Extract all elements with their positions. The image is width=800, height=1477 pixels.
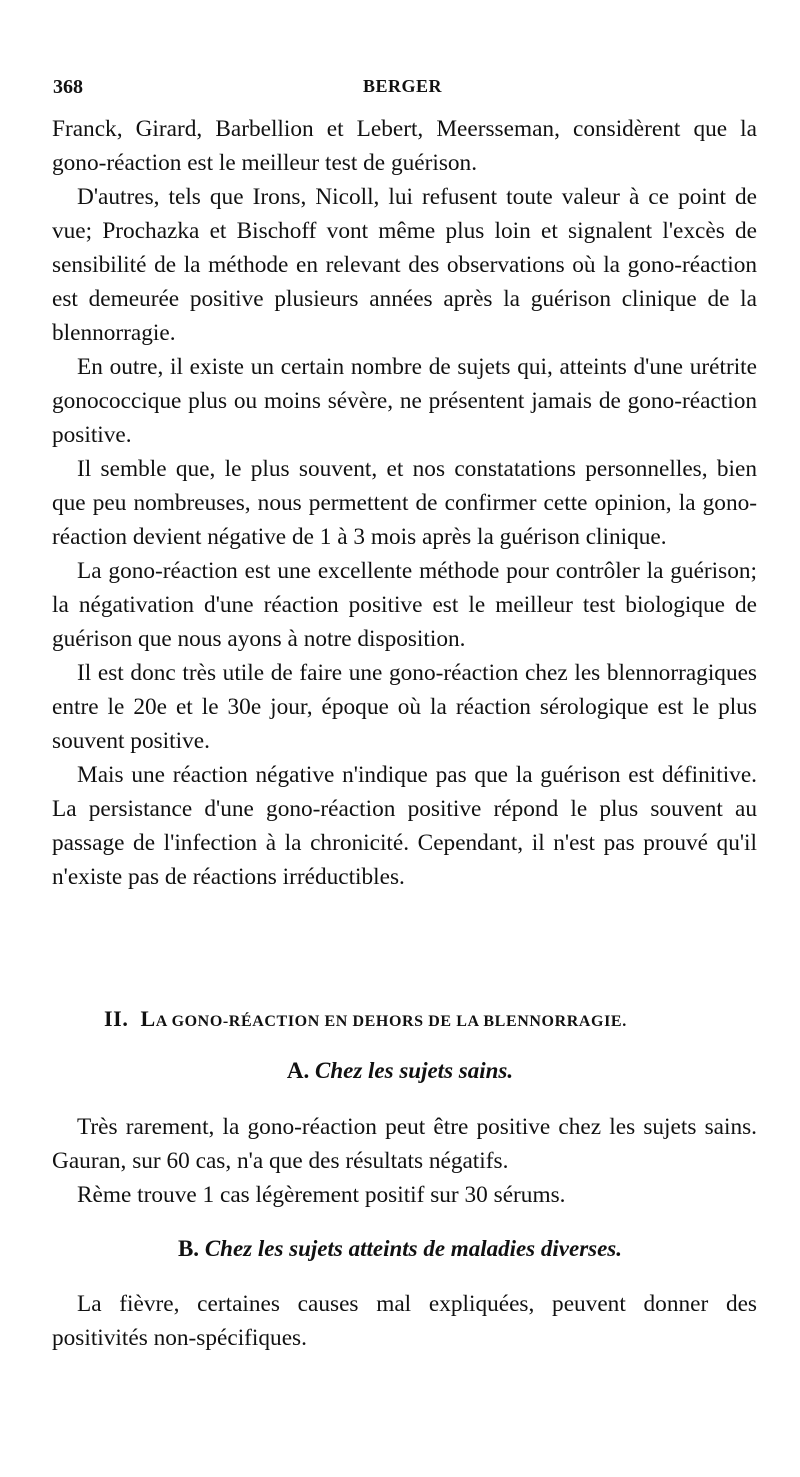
paragraph: En outre, il existe un certain nombre de sujets qui, atteints d'une urétrite gonococcique plus ou moins sévère, ne présentent jamais de gono-réaction positive. <box>52 354 757 448</box>
section-heading <box>104 1006 627 1032</box>
subsection-a-title: Chez les sujets sains. <box>315 1058 514 1083</box>
paragraph: La gono-réaction est une excellente méthode pour contrôler la guérison; la négativation d'une réaction positive est le meilleur test biologique de guérison que nous ayons à notre disposition. <box>52 558 757 652</box>
body-text <box>52 112 757 894</box>
subsection-heading-b <box>0 1236 800 1262</box>
paragraph: Il semble que, le plus souvent, et nos constatations personnelles, bien que peu nombreuses, nous permettent de confirmer cette opinion, la gono-réaction devient négative de 1 à 3 mois après la guérison clinique. <box>52 456 757 550</box>
paragraph: Très rarement, la gono-réaction peut être positive chez les sujets sains. Gauran, sur 60 cas, n'a que des résultats négatifs. <box>52 1114 757 1174</box>
paragraph: Mais une réaction négative n'indique pas que la guérison est définitive. La persistance d'une gono-réaction positive répond le plus souvent au passage de l'infection à la chronicité. Cependant, il n'est pas prouvé qu'il n'existe pas de réactions irréductibles. <box>52 762 757 890</box>
running-head <box>53 76 752 100</box>
running-title: BERGER <box>362 76 443 96</box>
page-number: 368 <box>53 76 83 98</box>
section-initial: L <box>140 1006 156 1031</box>
subsection-b-title: Chez les sujets atteints de maladies diverses. <box>204 1236 623 1261</box>
subsection-b-label: B. <box>177 1236 200 1261</box>
subsection-b-body <box>52 1287 757 1355</box>
subsection-a-body <box>52 1110 757 1212</box>
subsection-a-label: A. <box>286 1058 310 1083</box>
paragraph: La fièvre, certaines causes mal expliquées, peuvent donner des positivités non-spécifiques. <box>52 1291 757 1351</box>
paragraph: Franck, Girard, Barbellion et Lebert, Meersseman, considèrent que la gono-réaction est le meilleur test de guérison. <box>52 116 757 176</box>
paragraph: Il est donc très utile de faire une gono-réaction chez les blennorragiques entre le 20e et le 30e jour, époque où la réaction sérologique est le plus souvent positive. <box>52 660 757 754</box>
paragraph: Rème trouve 1 cas légèrement positif sur 30 sérums. <box>77 1182 566 1208</box>
paragraph: D'autres, tels que Irons, Nicoll, lui refusent toute valeur à ce point de vue; Prochazka et Bischoff vont même plus loin et signalent l'excès de sensibilité de la méthode en relevant des observations où la gono-réaction est demeurée positive plusieurs années après la guérison clinique de la blennorragie. <box>52 184 757 346</box>
subsection-heading-a <box>0 1058 800 1084</box>
section-number: II. <box>104 1006 129 1031</box>
section-title: A GONO-RÉACTION EN DEHORS DE LA BLENNORRAGIE. <box>155 1013 627 1030</box>
